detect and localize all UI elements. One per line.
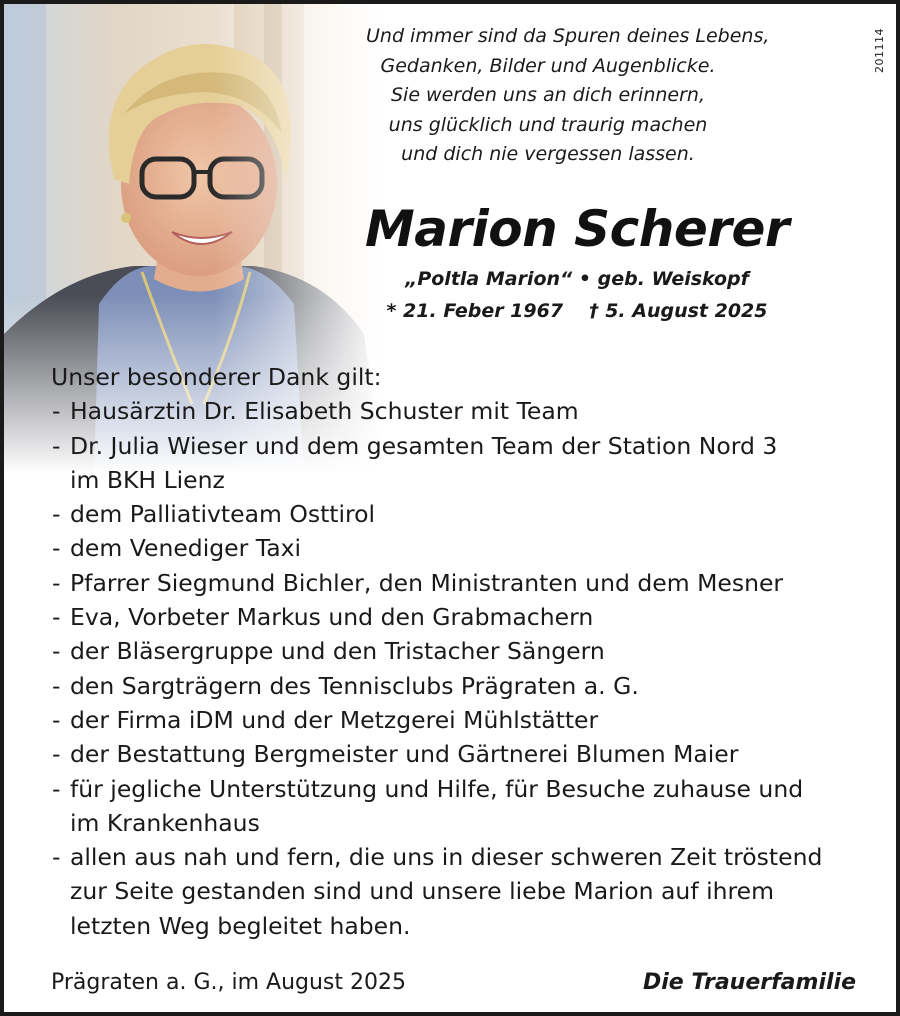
deceased-name: Marion Scherer (364, 200, 790, 258)
list-item: - für jegliche Unterstützung und Hilfe, für Besuche zuhause und im Krankenhaus (51, 772, 871, 841)
poem-line: Und immer sind da Spuren deines Lebens, (366, 25, 770, 47)
poem-line: Gedanken, Bilder und Augenblicke. (380, 54, 716, 77)
place-and-date: Prägraten a. G., im August 2025 (51, 970, 406, 995)
life-dates (344, 300, 810, 322)
list-item: - dem Palliativteam Osttirol (51, 497, 871, 531)
list-item: - der Bläsergruppe und den Tristacher Sängern (51, 634, 871, 668)
thanks-list (51, 394, 871, 943)
poem-line: Sie werden uns an dich erinnern, (390, 84, 705, 106)
death-date: † 5. August 2025 (589, 300, 768, 322)
list-item: - den Sargträgern des Tennisclubs Prägraten a. G. (51, 669, 871, 703)
poem-line: und dich nie vergessen lassen. (401, 143, 695, 165)
nickname-maiden-name: „Poltla Marion“ • geb. Weiskopf (405, 268, 749, 290)
list-item: - Dr. Julia Wieser und dem gesamten Team der Station Nord 3 im BKH Lienz (51, 429, 871, 498)
list-item: - Hausärztin Dr. Elisabeth Schuster mit Team (51, 394, 871, 428)
thanks-section (51, 360, 871, 943)
poem-verse (366, 22, 770, 170)
list-item: - allen aus nah und fern, die uns in dieser schweren Zeit tröstend zur Seite gestanden sind und unsere liebe Marion auf ihrem letzten Weg begleitet haben. (51, 840, 871, 943)
reference-code: 201114 (873, 28, 886, 73)
list-item: - der Bestattung Bergmeister und Gärtnerei Blumen Maier (51, 737, 871, 771)
list-item: - Eva, Vorbeter Markus und den Grabmachern (51, 600, 871, 634)
list-item: - dem Venediger Taxi (51, 531, 871, 565)
signature: Die Trauerfamilie (643, 970, 856, 995)
poem-line: uns glücklich und traurig machen (388, 113, 708, 136)
list-item: - der Firma iDM und der Metzgerei Mühlstätter (51, 703, 871, 737)
list-item: - Pfarrer Siegmund Bichler, den Ministranten und dem Mesner (51, 566, 871, 600)
birth-date: * 21. Feber 1967 (386, 300, 564, 322)
thanks-heading: Unser besonderer Dank gilt: (51, 363, 382, 391)
